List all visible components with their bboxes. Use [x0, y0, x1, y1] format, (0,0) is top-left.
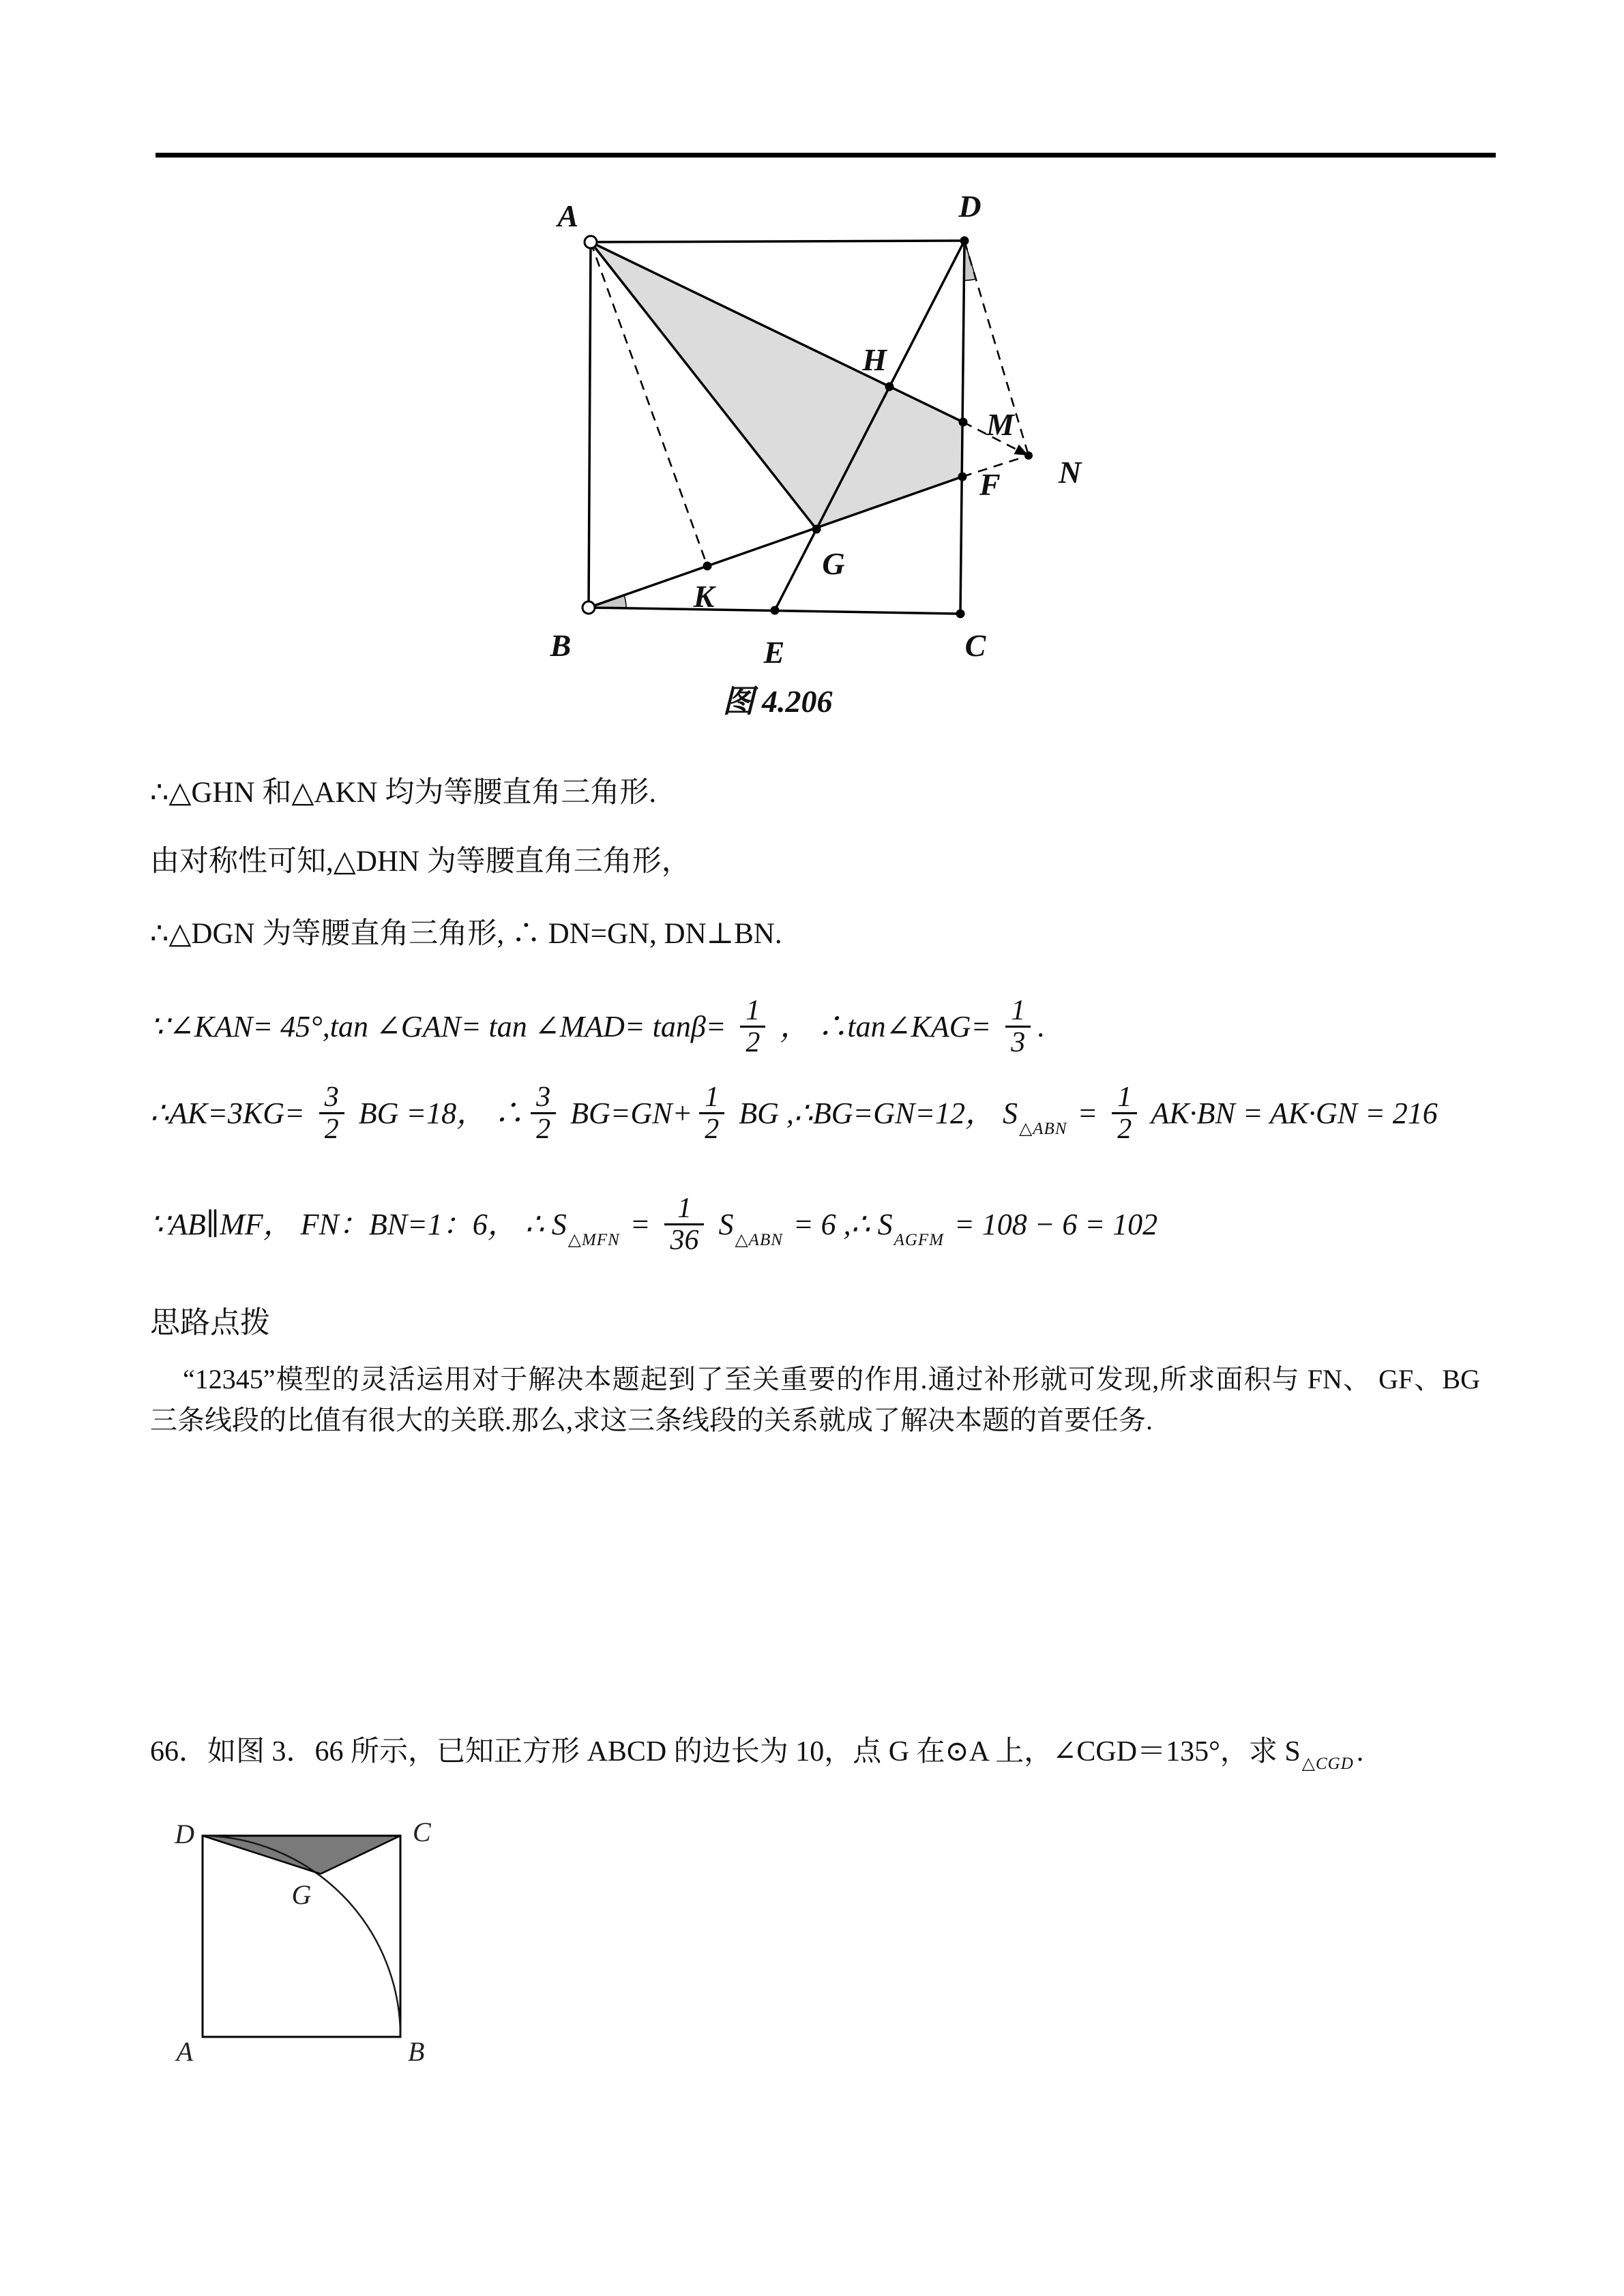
solution-line-6 — [150, 1183, 1157, 1266]
solution-line-4 — [150, 985, 1045, 1069]
edge-BA — [589, 242, 591, 608]
hint-heading: 思路点拨 — [150, 1306, 270, 1339]
point-D — [960, 237, 969, 245]
solution-line-5 — [150, 1072, 1438, 1155]
label-C: C — [964, 628, 986, 663]
label-F: F — [979, 467, 1001, 502]
formula-text: BG ,∴BG=GN=12， S — [731, 1097, 1018, 1130]
fraction-denominator: 3 — [1005, 1026, 1031, 1058]
point-E — [771, 606, 780, 615]
area-subscript: AGFM — [894, 1231, 945, 1249]
label-M: M — [986, 407, 1014, 442]
shaded-quad-AMFG — [591, 242, 963, 529]
solution-line-1: ∴△GHN 和△AKN 均为等腰直角三角形. — [150, 777, 657, 809]
label-B: B — [408, 2036, 425, 2067]
problem-text: . — [1356, 1736, 1364, 1768]
formula-text: = — [622, 1208, 658, 1241]
fraction-numerator: 1 — [1117, 1082, 1132, 1114]
fraction-numerator: 3 — [324, 1082, 339, 1114]
point-K — [703, 562, 712, 571]
figure-4-206 — [546, 184, 1091, 689]
label-C: C — [413, 1817, 431, 1847]
label-N: N — [1059, 455, 1082, 490]
label-A: A — [176, 2036, 193, 2067]
label-D: D — [958, 189, 981, 224]
point-C — [956, 610, 965, 618]
formula-text: = 6 ,∴ S — [785, 1208, 893, 1241]
fraction-numerator: 1 — [745, 995, 761, 1027]
fraction-denominator: 2 — [699, 1112, 724, 1144]
fraction-3-2 — [319, 1082, 344, 1144]
edge-AD — [591, 241, 964, 242]
header-rule — [156, 153, 1496, 158]
area-subscript: △ABN — [1019, 1120, 1067, 1138]
formula-text: . — [1037, 1010, 1046, 1043]
point-M — [959, 418, 968, 427]
formula-text: S — [711, 1208, 734, 1241]
fraction-denominator: 2 — [1112, 1112, 1137, 1144]
point-N — [1024, 451, 1033, 460]
solution-line-3: ∴△DGN 为等腰直角三角形, ∴ DN=GN, DN⊥BN. — [150, 918, 782, 950]
hint-paragraph: “12345”模型的灵活运用对于解决本题起到了至关重要的作用.通过补形就可发现,所求面积与 FN、 GF、BG 三条线段的比值有很大的关联.那么,求这三条线段的关系就成了解决本题的首要任务. — [150, 1364, 1480, 1435]
fraction-3-2 — [531, 1082, 556, 1144]
fraction-1-2 — [1112, 1082, 1137, 1144]
fraction-1-3 — [1005, 996, 1031, 1058]
label-E: E — [763, 635, 785, 670]
formula-text: ∵AB∥MF， FN：BN=1：6， ∴ S — [150, 1208, 567, 1241]
point-F — [958, 473, 967, 481]
formula-text: = — [1069, 1097, 1106, 1130]
formula-text: ， ∴tan∠KAG= — [772, 1010, 999, 1043]
figure-3-66 — [143, 1807, 471, 2080]
label-G: G — [822, 546, 845, 581]
label-K: K — [693, 579, 715, 614]
formula-text: BG=GN+ — [563, 1097, 693, 1130]
fraction-1-2 — [699, 1082, 724, 1144]
point-B — [582, 601, 595, 614]
area-subscript: △CGD — [1301, 1755, 1354, 1773]
label-H: H — [862, 342, 887, 377]
formula-text: ∴AK=3KG= — [150, 1097, 312, 1130]
fraction-1-36 — [664, 1193, 704, 1255]
fraction-denominator: 2 — [319, 1112, 344, 1144]
fraction-numerator: 1 — [1011, 995, 1026, 1027]
fraction-numerator: 3 — [536, 1082, 551, 1114]
fraction-denominator: 36 — [664, 1223, 704, 1255]
fraction-denominator: 2 — [531, 1112, 556, 1144]
point-G — [812, 525, 821, 534]
area-subscript: △ABN — [735, 1231, 783, 1249]
point-A — [585, 236, 597, 248]
fraction-numerator: 1 — [705, 1082, 720, 1114]
solution-line-2: 由对称性可知,△DHN 为等腰直角三角形， — [150, 846, 691, 878]
problem-66 — [150, 1734, 1363, 1774]
formula-text: BG =18， ∴ — [351, 1097, 525, 1130]
fraction-numerator: 1 — [677, 1193, 692, 1225]
label-B: B — [550, 628, 572, 663]
fraction-1-2 — [740, 996, 765, 1058]
formula-text: AK·BN = AK·GN = 216 — [1144, 1097, 1438, 1130]
segment-BF — [589, 477, 962, 608]
point-H — [885, 383, 894, 391]
figure-caption: 图 4.206 — [722, 684, 833, 719]
formula-text: ∵∠KAN= 45°,tan ∠GAN= tan ∠MAD= tanβ= — [150, 1010, 734, 1043]
label-G: G — [291, 1879, 312, 1910]
fraction-denominator: 2 — [740, 1026, 765, 1058]
label-D: D — [175, 1819, 194, 1849]
area-subscript: △MFN — [567, 1231, 620, 1249]
formula-text: = 108 − 6 = 102 — [947, 1208, 1158, 1241]
label-A: A — [557, 198, 578, 233]
problem-text: 66．如图 3．66 所示，已知正方形 ABCD 的边长为 10，点 G 在⊙A 上，∠CGD＝135°，求 S — [150, 1736, 1301, 1768]
